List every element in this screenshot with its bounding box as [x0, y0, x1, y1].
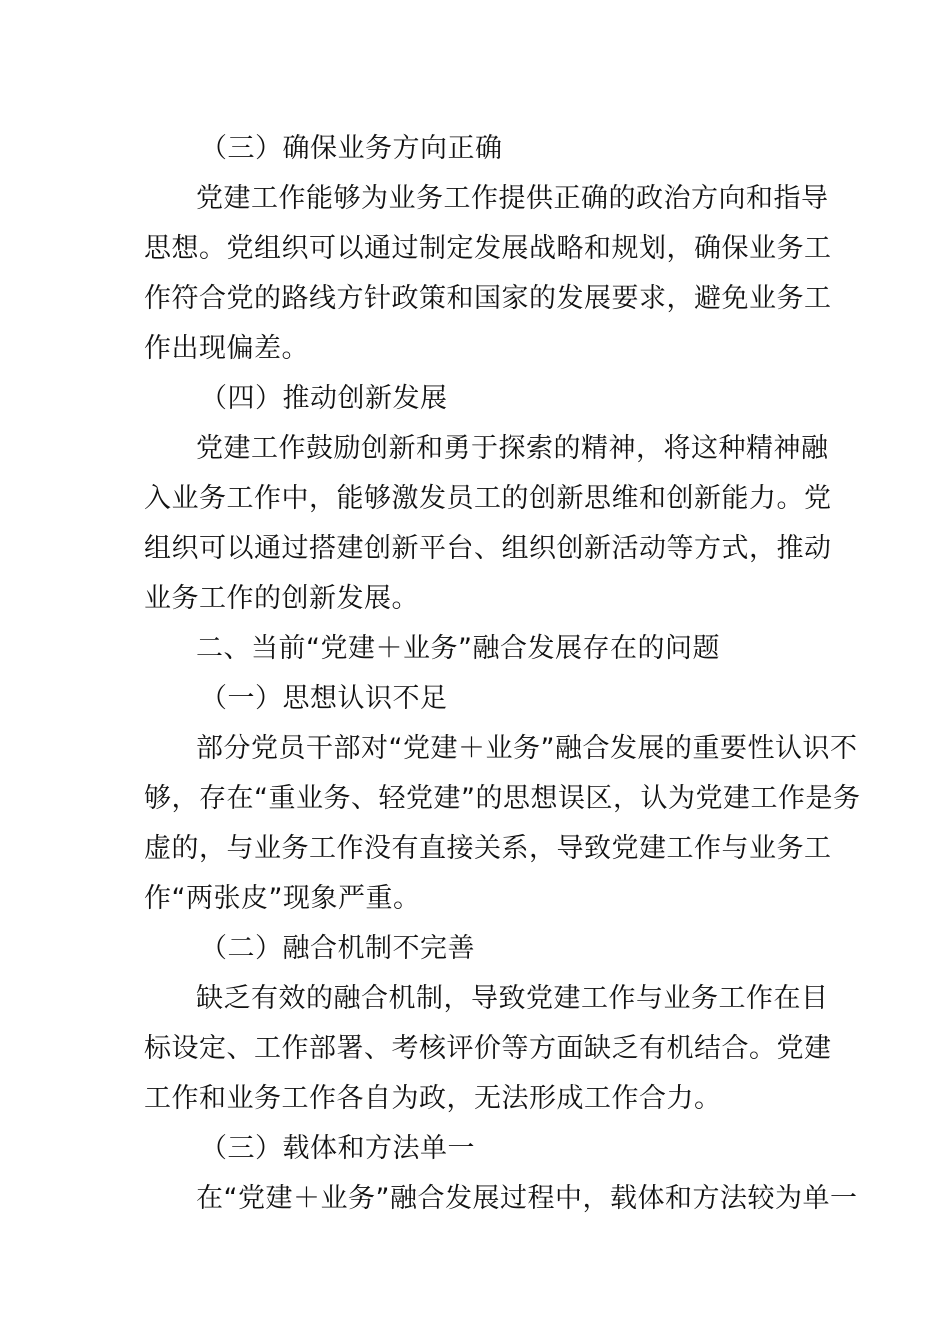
- paragraph-line: 在“党建＋业务”融合发展过程中，载体和方法较为单一: [196, 1183, 858, 1214]
- paragraph-line: 部分党员干部对“党建＋业务”融合发展的重要性认识不: [196, 733, 858, 764]
- subheading-line: （四）推动创新发展: [200, 383, 448, 414]
- paragraph-line: 作“两张皮”现象严重。: [144, 883, 421, 914]
- paragraph-line: 党建工作能够为业务工作提供正确的政治方向和指导: [196, 183, 829, 214]
- paragraph-line: 够，存在“重业务、轻党建”的思想误区，认为党建工作是务: [144, 783, 861, 814]
- paragraph-line: 组织可以通过搭建创新平台、组织创新活动等方式，推动: [144, 533, 832, 564]
- paragraph-line: 工作和业务工作各自为政，无法形成工作合力。: [144, 1083, 722, 1114]
- paragraph-line: 业务工作的创新发展。: [144, 583, 419, 614]
- paragraph-line: 党建工作鼓励创新和勇于探索的精神，将这种精神融: [196, 433, 829, 464]
- paragraph-line: 入业务工作中，能够激发员工的创新思维和创新能力。党: [144, 483, 832, 514]
- document-body: [144, 124, 861, 1224]
- section-heading-line: 二、当前“党建＋业务”融合发展存在的问题: [196, 633, 720, 664]
- paragraph-line: 虚的，与业务工作没有直接关系，导致党建工作与业务工: [144, 833, 832, 864]
- subheading-line: （一）思想认识不足: [200, 683, 448, 714]
- subheading-line: （三）确保业务方向正确: [200, 133, 503, 164]
- paragraph-line: 作出现偏差。: [144, 333, 309, 364]
- subheading-line: （二）融合机制不完善: [200, 933, 475, 964]
- subheading-line: （三）载体和方法单一: [200, 1133, 475, 1164]
- paragraph-line: 缺乏有效的融合机制，导致党建工作与业务工作在目: [196, 983, 829, 1014]
- paragraph-line: 思想。党组织可以通过制定发展战略和规划，确保业务工: [144, 233, 832, 264]
- paragraph-line: 作符合党的路线方针政策和国家的发展要求，避免业务工: [144, 283, 832, 314]
- paragraph-line: 标设定、工作部署、考核评价等方面缺乏有机结合。党建: [144, 1033, 832, 1064]
